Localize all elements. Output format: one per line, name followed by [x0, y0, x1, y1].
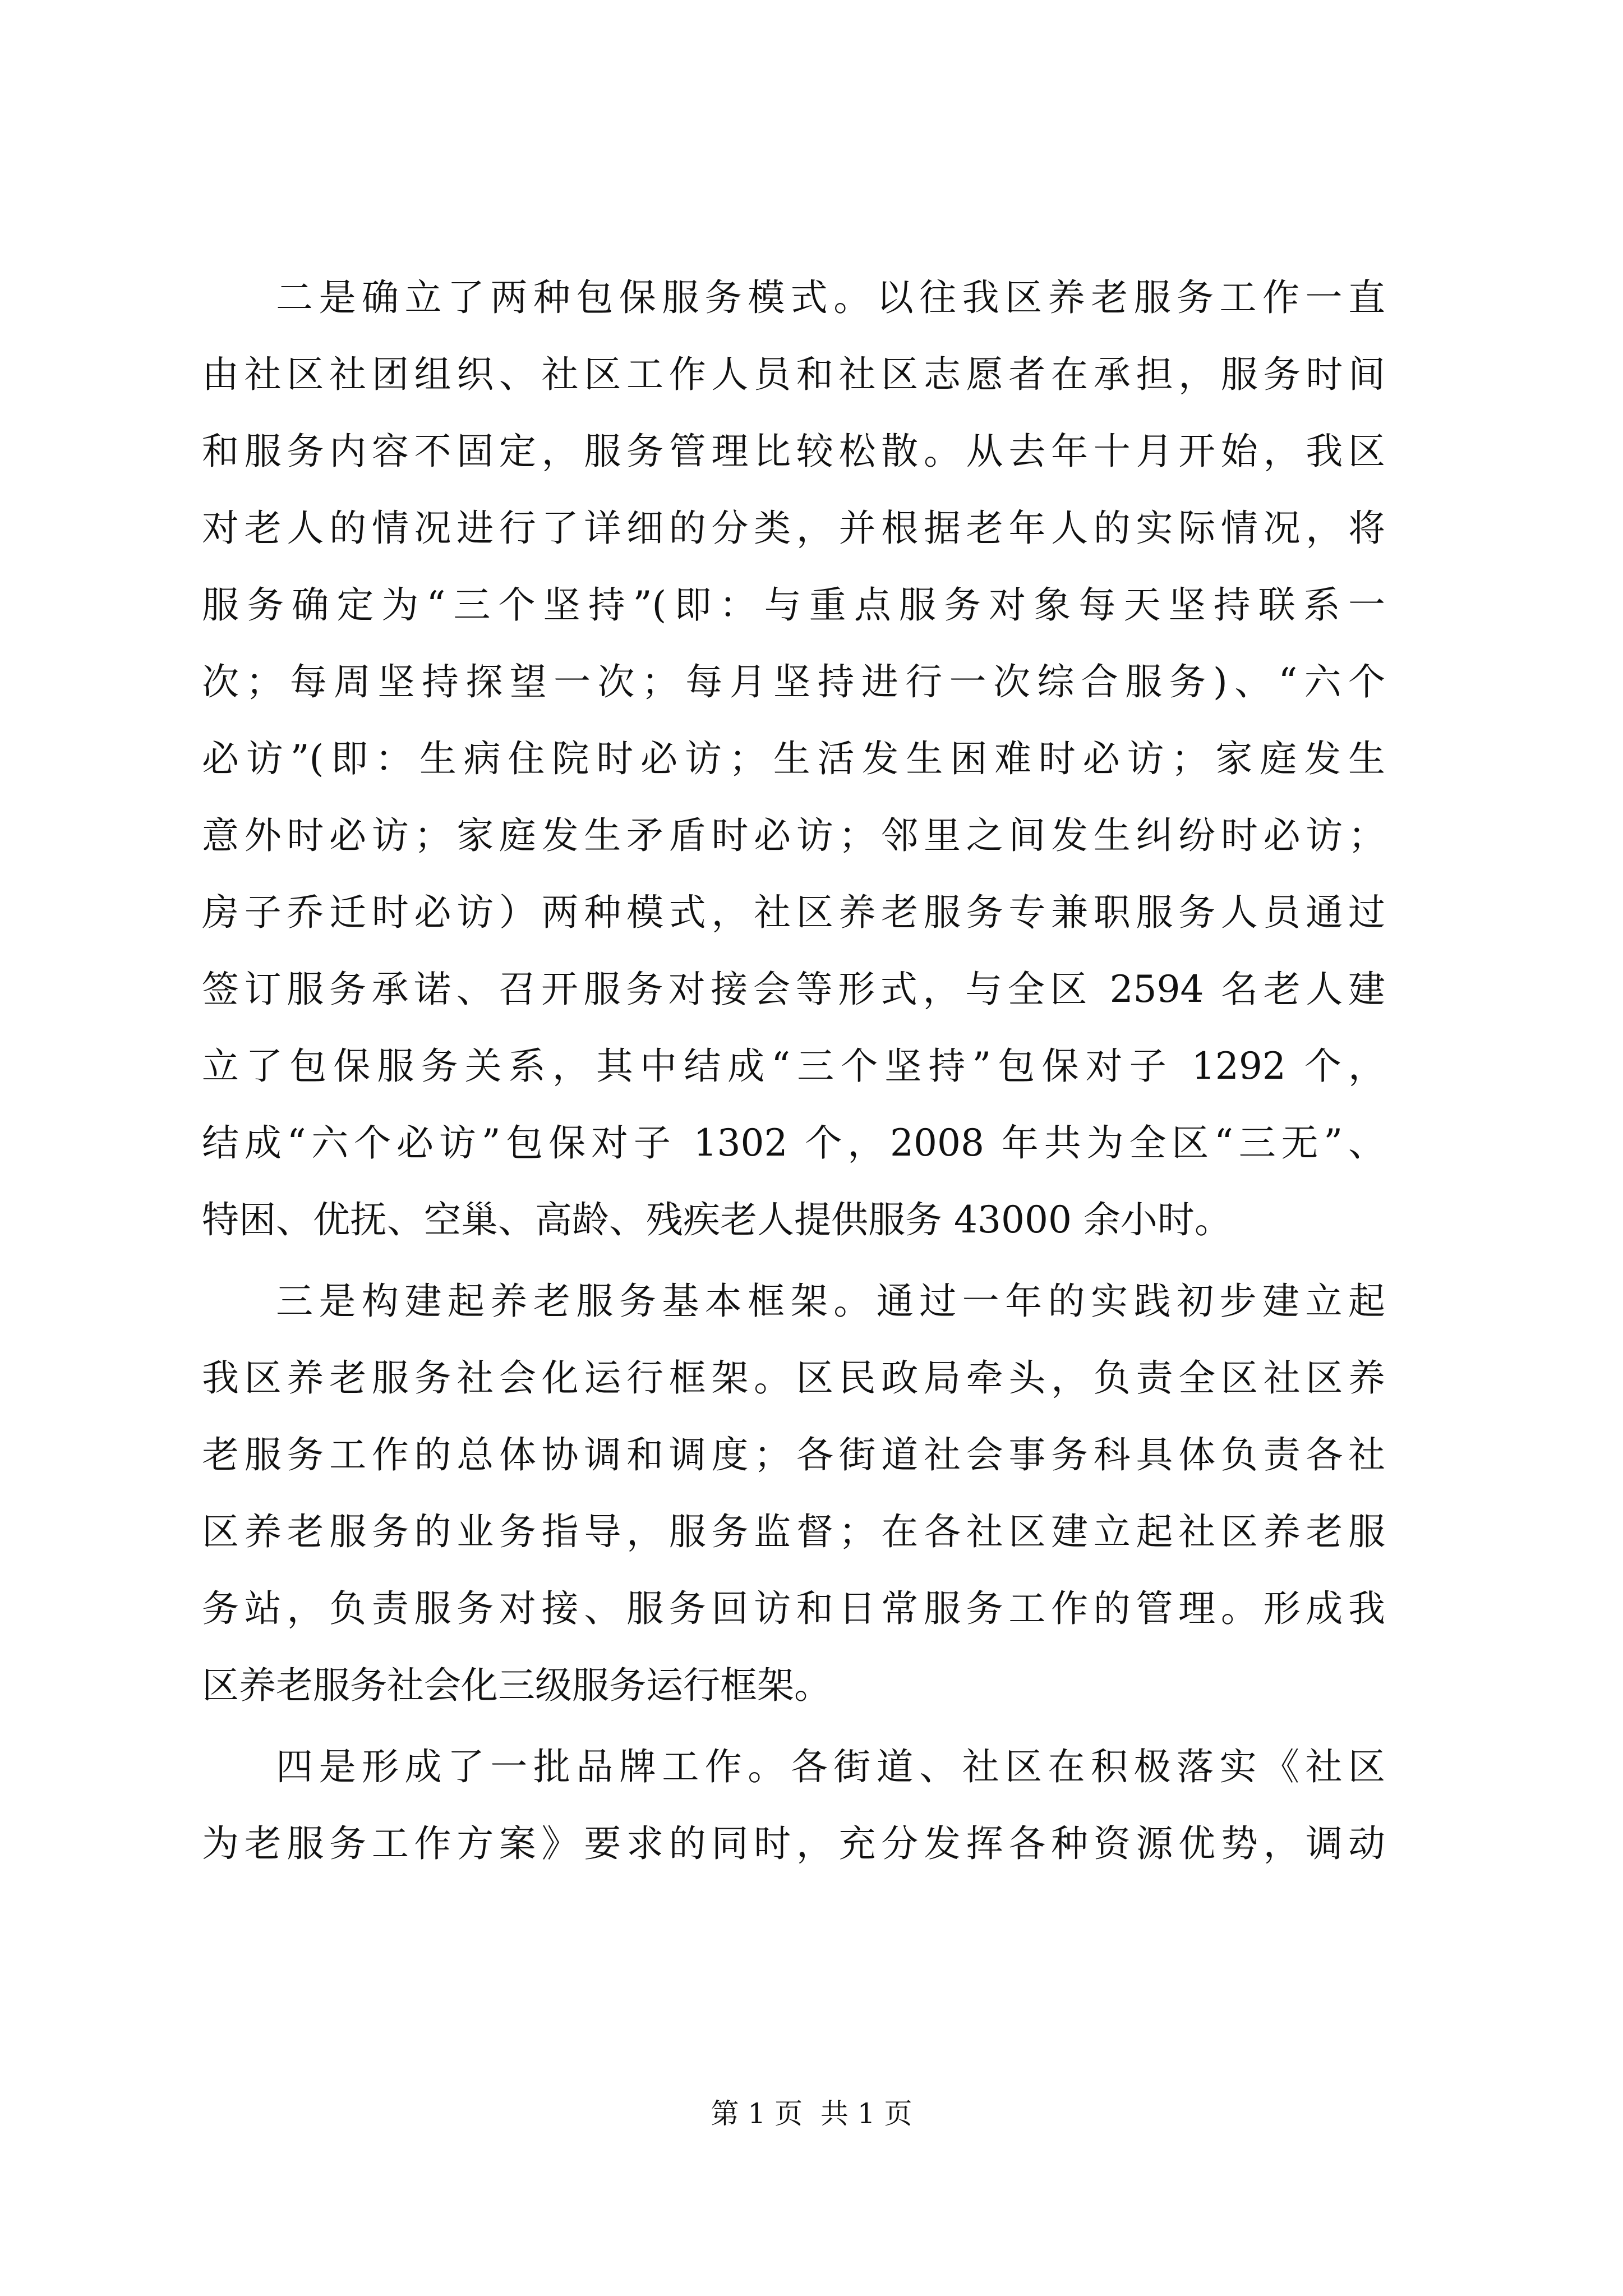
paragraph-line: 立了包保服务关系，其中结成“三个坚持”包保对子 1292 个， — [202, 1045, 1385, 1088]
paragraph-line: 由社区社团组织、社区工作人员和社区志愿者在承担，服务时间 — [202, 353, 1385, 396]
paragraph-gap — [202, 1724, 1385, 1728]
paragraph-line: 服务确定为“三个坚持”(即：与重点服务对象每天坚持联系一 — [202, 583, 1385, 627]
paragraph-line: 房子乔迁时必访）两种模式，社区养老服务专兼职服务人员通过 — [202, 891, 1385, 934]
paragraph-line: 必访”(即：生病住院时必访；生活发生困难时必访；家庭发生 — [202, 737, 1385, 780]
paragraph-line: 签订服务承诺、召开服务对接会等形式，与全区 2594 名老人建 — [202, 968, 1385, 1011]
paragraph-line: 务站，负责服务对接、服务回访和日常服务工作的管理。形成我 — [202, 1587, 1385, 1630]
paragraph-line: 和服务内容不固定，服务管理比较松散。从去年十月开始，我区 — [202, 430, 1385, 473]
paragraph-brand-work — [202, 1728, 1385, 1882]
paragraph-line: 次；每周坚持探望一次；每月坚持进行一次综合服务)、“六个 — [202, 660, 1385, 703]
paragraph-line: 四是形成了一批品牌工作。各街道、社区在积极落实《社区 — [276, 1745, 1385, 1788]
paragraph-line: 老服务工作的总体协调和调度；各街道社会事务科具体负责各社 — [202, 1433, 1385, 1476]
paragraph-packaged-service-modes — [202, 259, 1385, 1258]
paragraph-line: 区养老服务的业务指导，服务监督；在各社区建立起社区养老服 — [202, 1510, 1385, 1553]
paragraph-line: 特困、优抚、空巢、高龄、残疾老人提供服务 43000 余小时。 — [202, 1198, 1232, 1241]
paragraph-line: 为老服务工作方案》要求的同时，充分发挥各种资源优势，调动 — [202, 1822, 1385, 1865]
document-body — [202, 259, 1385, 1882]
paragraph-line: 意外时必访；家庭发生矛盾时必访；邻里之间发生纠纷时必访； — [202, 814, 1385, 857]
paragraph-line: 二是确立了两种包保服务模式。以往我区养老服务工作一直 — [276, 276, 1385, 319]
paragraph-line: 我区养老服务社会化运行框架。区民政局牵头，负责全区社区养 — [202, 1356, 1385, 1400]
paragraph-service-framework — [202, 1263, 1385, 1724]
paragraph-line: 三是构建起养老服务基本框架。通过一年的实践初步建立起 — [276, 1280, 1385, 1323]
paragraph-line: 结成“六个必访”包保对子 1302 个，2008 年共为全区“三无”、 — [202, 1121, 1385, 1165]
page-number-footer: 第 1 页 共 1 页 — [711, 2097, 912, 2130]
paragraph-line: 对老人的情况进行了详细的分类，并根据老年人的实际情况，将 — [202, 507, 1385, 550]
paragraph-gap — [202, 1258, 1385, 1263]
paragraph-line: 区养老服务社会化三级服务运行框架。 — [202, 1664, 831, 1707]
